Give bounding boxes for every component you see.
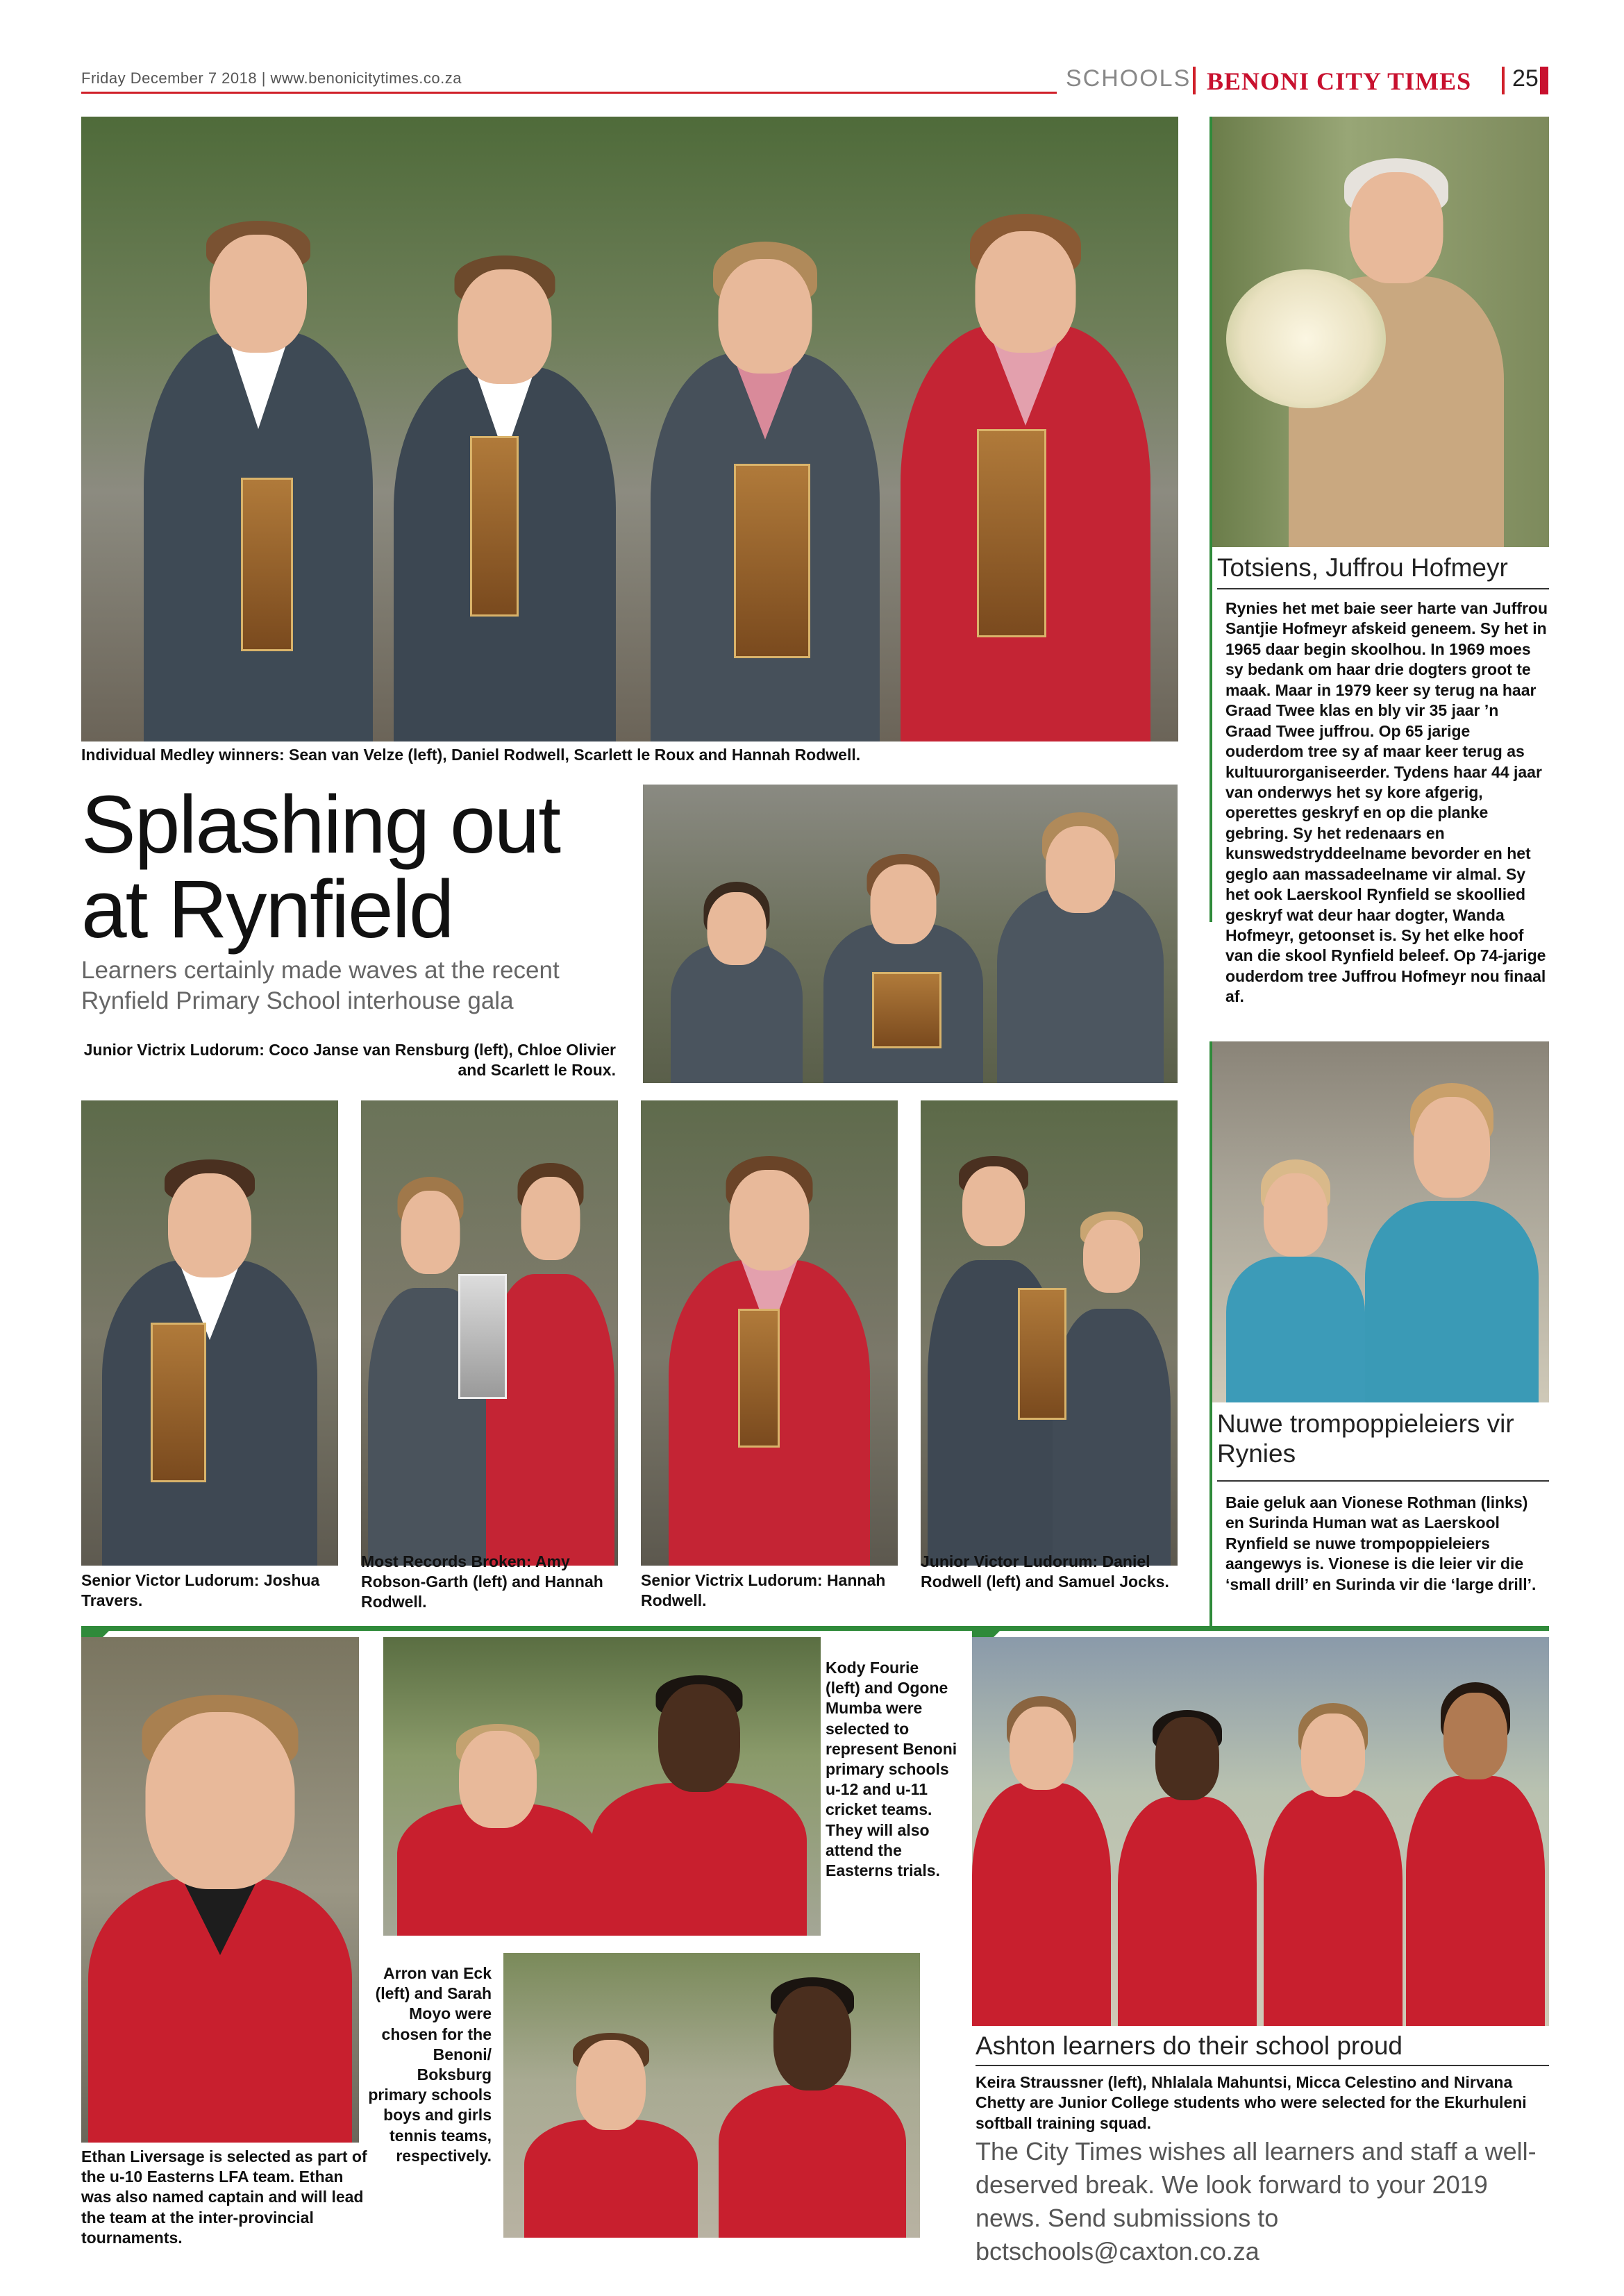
caption-arron: Arron van Eck (left) and Sarah Moyo were chosen for the Benoni/ Boksburg primary schools boys and girls tennis teams, respectively. [368,1964,492,2165]
trophy [470,436,519,617]
caption-most-records: Most Records Broken: Amy Robson-Garth (left) and Hannah Rodwell. [361,1552,603,1611]
trophy [872,972,941,1048]
person [144,200,373,741]
header-separator [1193,67,1196,94]
section-divider [81,1626,1549,1631]
photo-most-records [361,1100,618,1566]
trophy [738,1309,780,1448]
heading-rule [1217,1480,1549,1482]
masthead: BENONI CITY TIMES [1207,67,1472,95]
header-rule [81,92,1057,94]
totsiens-heading: Totsiens, Juffrou Hofmeyr [1217,553,1508,582]
photo-juffrou-hofmeyr [1212,117,1549,547]
photo-kody-ogone [383,1637,821,1936]
person [88,1691,352,2143]
headline: Splashing out at Rynfield [81,779,560,955]
closing-message: The City Times wishes all learners and staff a well-deserved break. We look forward to your 2019 news. Send submissions to bctschools@caxton.co.za [976,2137,1537,2265]
photo-trompoppie-leaders [1212,1041,1549,1402]
section-label: SCHOOLS [1066,65,1191,92]
trophy [241,478,293,651]
person [1264,1700,1403,2026]
person [102,1149,317,1566]
photo-junior-victor [921,1100,1178,1566]
caption-kody: Kody Fourie (left) and Ogone Mumba were selected to represent Benoni primary schools u-12 and u-11 cricket teams. They will also attend the Easterns trials. [826,1659,957,1880]
flower-bouquet [1226,269,1386,408]
caption-medley: Individual Medley winners: Sean van Velze (left), Daniel Rodwell, Scarlett le Roux and Hannah Rodwell. [81,746,861,764]
person [1226,1153,1365,1402]
trompoppie-body: Baie geluk aan Vionese Rothman (links) en Surinda Human wat as Laerskool Rynfield se nuwe trompoppieleiers aangewys is. Vionese is die leier vir die ‘small drill’ en Surinda vir die ‘large drill’. [1225,1493,1537,1593]
trophy [151,1323,206,1482]
standfirst: Learners certainly made waves at the recent Rynfield Primary School interhouse gala [81,957,560,1015]
ashton-heading: Ashton learners do their school proud [976,2031,1403,2060]
person [719,1974,906,2238]
person [1406,1679,1545,2026]
photo-arron-sarah [503,1953,920,2238]
person [592,1672,807,1936]
caption-senior-victor: Senior Victor Ludorum: Joshua Travers. [81,1571,320,1610]
person [671,875,803,1083]
person [972,1693,1111,2026]
photo-medley-winners [81,117,1178,741]
caption-junior-victrix: Junior Victrix Ludorum: Coco Janse van Rensburg (left), Chloe Olivier and Scarlett le Roux. [83,1041,616,1080]
issue-date-url: Friday December 7 2018 | www.benonicitytimes.co.za [81,69,462,87]
photo-senior-victor [81,1100,338,1566]
photo-ethan-liversage [81,1637,359,2143]
trompoppie-heading: Nuwe trompoppieleiers vir Rynies [1217,1409,1514,1468]
person [524,2029,698,2238]
person [1118,1707,1257,2026]
trophy [458,1274,507,1399]
person [997,805,1164,1083]
photo-ashton-learners [972,1637,1549,2026]
ashton-body: Keira Straussner (left), Nhlalala Mahuntsi, Micca Celestino and Nirvana Chetty are Junior College students who were selected for the Ekurhuleni softball training squad. [976,2073,1527,2132]
page-number: 25 [1512,65,1539,92]
header-separator [1502,67,1505,94]
caption-senior-victrix: Senior Victrix Ludorum: Hannah Rodwell. [641,1571,886,1610]
person [1365,1076,1539,1402]
photo-junior-victrix [643,785,1178,1083]
heading-rule [976,2065,1549,2066]
trophy [1018,1288,1066,1420]
page-marker [1540,67,1548,94]
person [1053,1205,1171,1566]
person [397,1720,598,1936]
caption-ethan: Ethan Liversage is selected as part of the u-10 Easterns LFA team. Ethan was also named captain and will lead the team at the inter-provincial tournaments. [81,2147,367,2247]
trophy [977,429,1046,637]
trophy [734,464,810,658]
photo-senior-victrix [641,1100,898,1566]
caption-junior-victor: Junior Victor Ludorum: Daniel Rodwell (left) and Samuel Jocks. [921,1552,1169,1591]
totsiens-body: Rynies het met baie seer harte van Juffrou Santjie Hofmeyr afskeid geneem. Sy het in 1965 daar begin skoolhou. In 1969 moes sy bedank om haar drie dogters groot te maak. Maar in 1979 keer sy terug na haar Graad Twee klas en bly vir 35 jaar ’n Graad Twee juffrou. Op 65 jarige ouderdom tree sy af maar keer terug as kultuurorganiseerder. Tydens haar 44 jaar van onderwys het sy kore afgerig, operettes geskryf en op die planke gebring. Sy het redenaars en kunswedstryddeelname bevorder en het geglo aan massadeelname vir almal. Sy het ook Laerskool Rynfield se skoollied geskryf wat deur haar dogter, Wanda Hofmeyr, getoonset is. Sy het elke hoof van die skool Rynfield beleef. Op 74-jarige ouderdom tree Juffrou Hofmeyr nou finaal af. [1225,599,1548,1006]
heading-rule [1217,588,1549,589]
